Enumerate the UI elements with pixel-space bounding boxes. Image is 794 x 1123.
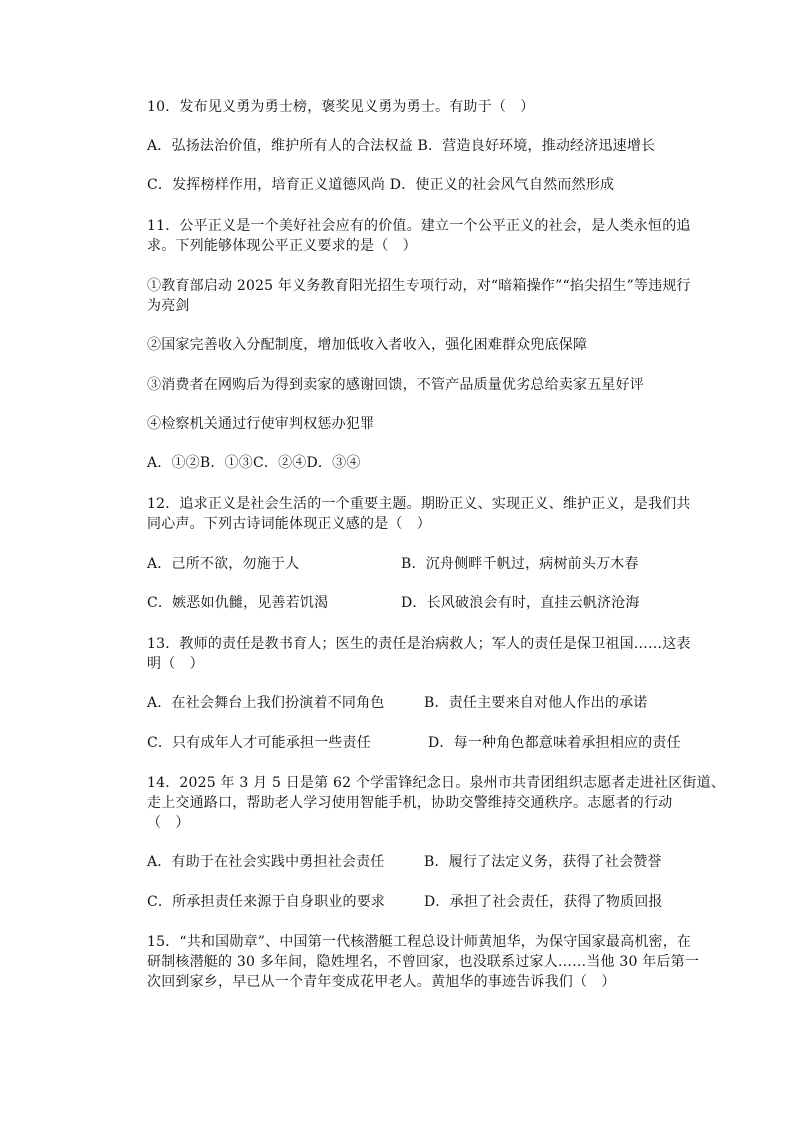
question-15-stem-line-1: 15．“共和国勋章”、中国第一代核潜艇工程总设计师黄旭华，为保守国家最高机密，在 [147, 934, 692, 950]
question-11-item-4: ④检察机关通过行使审判权惩办犯罪 [147, 416, 375, 432]
question-14-option-d: D．承担了社会责任，获得了物质回报 [424, 894, 663, 910]
question-11-item-1-line-1: ①教育部启动 2025 年义务教育阳光招生专项行动，对“暗箱操作”“掐尖招生”等违规行 [147, 278, 691, 294]
question-13-option-d: D．每一种角色都意味着承担相应的责任 [428, 735, 681, 751]
question-11-item-1-line-2: 为亮剑 [147, 298, 190, 314]
question-11-item-2: ②国家完善收入分配制度，增加低收入者收入，强化困难群众兜底保障 [147, 337, 588, 353]
question-12-option-a: A．己所不欲，勿施于人 [147, 556, 300, 572]
question-14-option-b: B．履行了法定义务，获得了社会赞誉 [424, 854, 662, 870]
question-14-option-a: A．有助于在社会实践中勇担社会责任 [147, 854, 385, 870]
question-15-stem-line-2: 研制核潜艇的 30 多年间，隐姓埋名，不曾回家，也没联系过家人……当他 30 年后第一 [147, 954, 700, 970]
question-11-stem-line-1: 11．公平正义是一个美好社会应有的价值。建立一个公平正义的社会，是人类永恒的追 [147, 218, 691, 234]
question-13-stem-line-1: 13．教师的责任是教书育人；医生的责任是治病救人；军人的责任是保卫祖国……这表 [147, 636, 691, 652]
question-10-option-cd: C．发挥榜样作用，培育正义道德风尚 D．使正义的社会风气自然而然形成 [147, 177, 615, 193]
question-14-stem-line-3: （ ） [147, 815, 190, 831]
question-11-stem-line-2: 求。下列能够体现公平正义要求的是（ ） [147, 238, 417, 254]
question-11-options: A．①②B．①③C．②④D．③④ [147, 455, 361, 471]
question-13-option-b: B．责任主要来自对他人作出的承诺 [424, 695, 648, 711]
question-12-option-b: B．沉舟侧畔千帆过，病树前头万木春 [401, 556, 639, 572]
question-12-option-c: C．嫉恶如仇雠，见善若饥渴 [147, 595, 329, 611]
question-13-option-c: C．只有成年人才可能承担一些责任 [147, 735, 371, 751]
question-14-option-c: C．所承担责任来源于自身职业的要求 [147, 894, 386, 910]
question-14-stem-line-1: 14．2025 年 3 月 5 日是第 62 个学雷锋纪念日。泉州市共青团组织志愿者走进社区街道、 [147, 775, 726, 791]
question-13-option-a: A．在社会舞台上我们扮演着不同角色 [147, 695, 385, 711]
question-13-stem-line-2: 明（ ） [147, 656, 204, 672]
question-15-stem-line-3: 次回到家乡，早已从一个青年变成花甲老人。黄旭华的事迹告诉我们（ ） [147, 974, 616, 990]
question-10-option-ab: A．弘扬法治价值，维护所有人的合法权益 B．营造良好环境，推动经济迅速增长 [147, 138, 656, 154]
question-12-stem-line-1: 12．追求正义是社会生活的一个重要主题。期盼正义、实现正义、维护正义，是我们共 [147, 496, 691, 512]
question-10-stem: 10．发布见义勇为勇士榜，褒奖见义勇为勇士。有助于（ ） [147, 99, 535, 115]
question-14-stem-line-2: 走上交通路口，帮助老人学习使用智能手机，协助交警维持交通秩序。志愿者的行动 [147, 795, 673, 811]
question-12-option-d: D．长风破浪会有时，直挂云帆济沧海 [401, 595, 640, 611]
question-11-item-3: ③消费者在网购后为得到卖家的感谢回馈，不管产品质量优劣总给卖家五星好评 [147, 377, 644, 393]
question-12-stem-line-2: 同心声。下列古诗词能体现正义感的是（ ） [147, 516, 431, 532]
